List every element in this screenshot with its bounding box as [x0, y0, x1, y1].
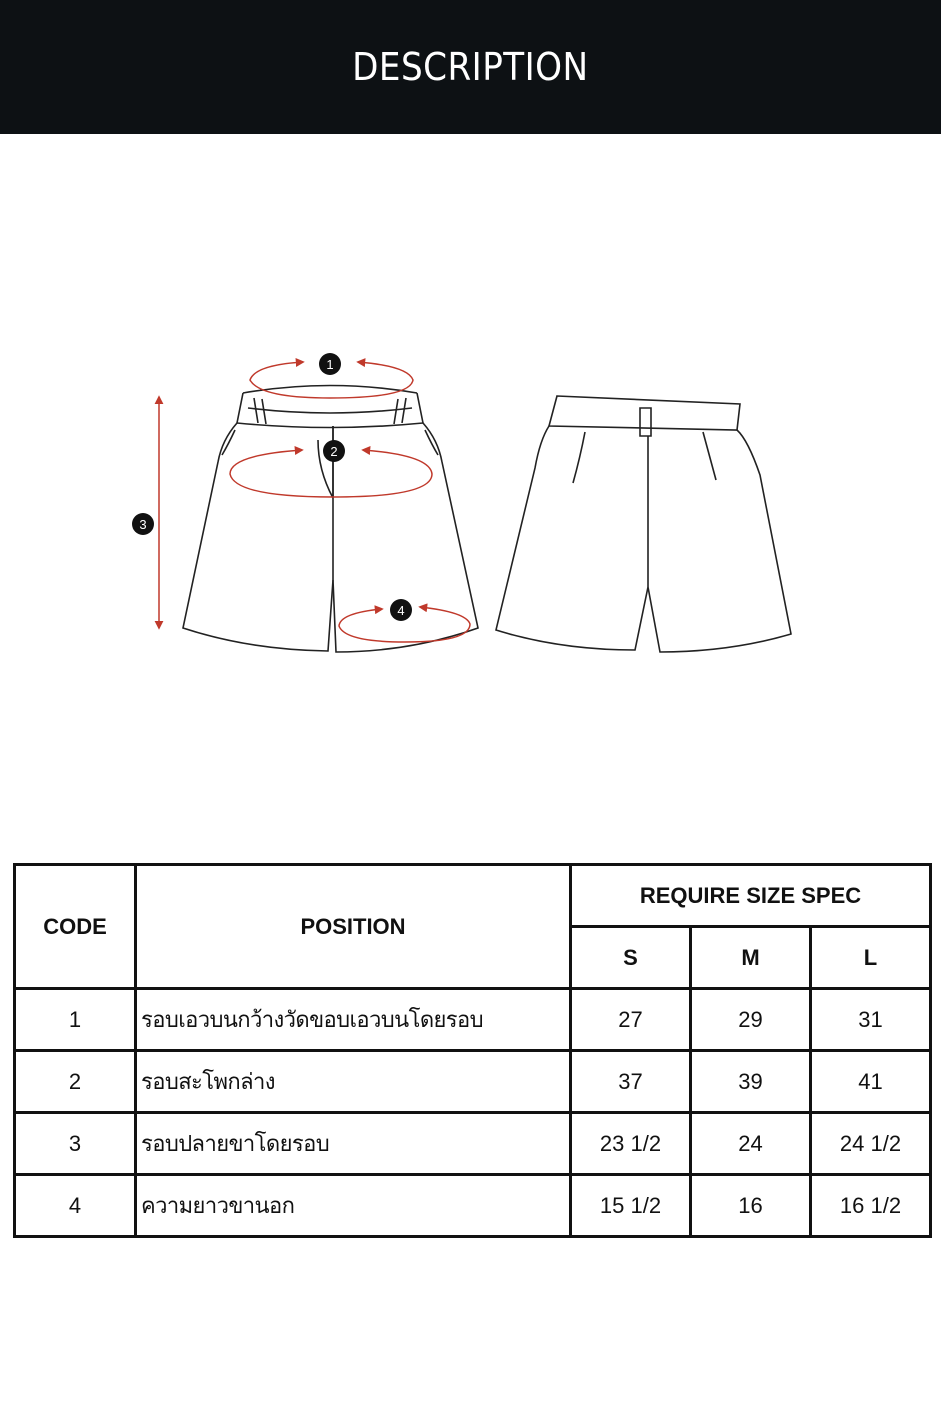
header-size-l: L: [811, 927, 931, 989]
cell-code: 4: [15, 1175, 136, 1237]
cell-code: 3: [15, 1113, 136, 1175]
table-row: [15, 1113, 931, 1175]
table-row: [15, 1175, 931, 1237]
cell-size-m: 39: [691, 1051, 811, 1113]
cell-size-m: 29: [691, 989, 811, 1051]
svg-text:2: 2: [330, 444, 338, 459]
cell-size-s: 23 1/2: [571, 1113, 691, 1175]
table-row: [15, 1051, 931, 1113]
cell-size-m: 24: [691, 1113, 811, 1175]
cell-position: รอบปลายขาโดยรอบ: [136, 1113, 571, 1175]
svg-text:3: 3: [139, 517, 147, 532]
header-position: POSITION: [136, 865, 571, 989]
cell-position: ความยาวขานอก: [136, 1175, 571, 1237]
cell-position: รอบเอวบนกว้างวัดขอบเอวบนโดยรอบ: [136, 989, 571, 1051]
cell-size-l: 24 1/2: [811, 1113, 931, 1175]
marker-1: [319, 353, 341, 375]
cell-size-s: 37: [571, 1051, 691, 1113]
header-code: CODE: [15, 865, 136, 989]
table-row: [15, 989, 931, 1051]
cell-size-l: 31: [811, 989, 931, 1051]
cell-size-l: 41: [811, 1051, 931, 1113]
cell-size-m: 16: [691, 1175, 811, 1237]
header-bar: [0, 0, 941, 134]
header-spec: REQUIRE SIZE SPEC: [571, 865, 931, 927]
marker-2: [323, 440, 345, 462]
cell-code: 1: [15, 989, 136, 1051]
size-spec-table: [13, 863, 932, 1238]
header-size-s: S: [571, 927, 691, 989]
cell-size-l: 16 1/2: [811, 1175, 931, 1237]
front-shorts: [183, 386, 478, 653]
marker-3: [132, 513, 154, 535]
cell-position: รอบสะโพกล่าง: [136, 1051, 571, 1113]
page-title: DESCRIPTION: [352, 45, 589, 89]
cell-code: 2: [15, 1051, 136, 1113]
cell-size-s: 15 1/2: [571, 1175, 691, 1237]
svg-text:4: 4: [397, 603, 405, 618]
header-size-m: M: [691, 927, 811, 989]
cell-size-s: 27: [571, 989, 691, 1051]
svg-text:1: 1: [326, 357, 334, 372]
marker-4: [390, 599, 412, 621]
shorts-diagram: [0, 340, 941, 670]
back-shorts: [496, 396, 791, 652]
